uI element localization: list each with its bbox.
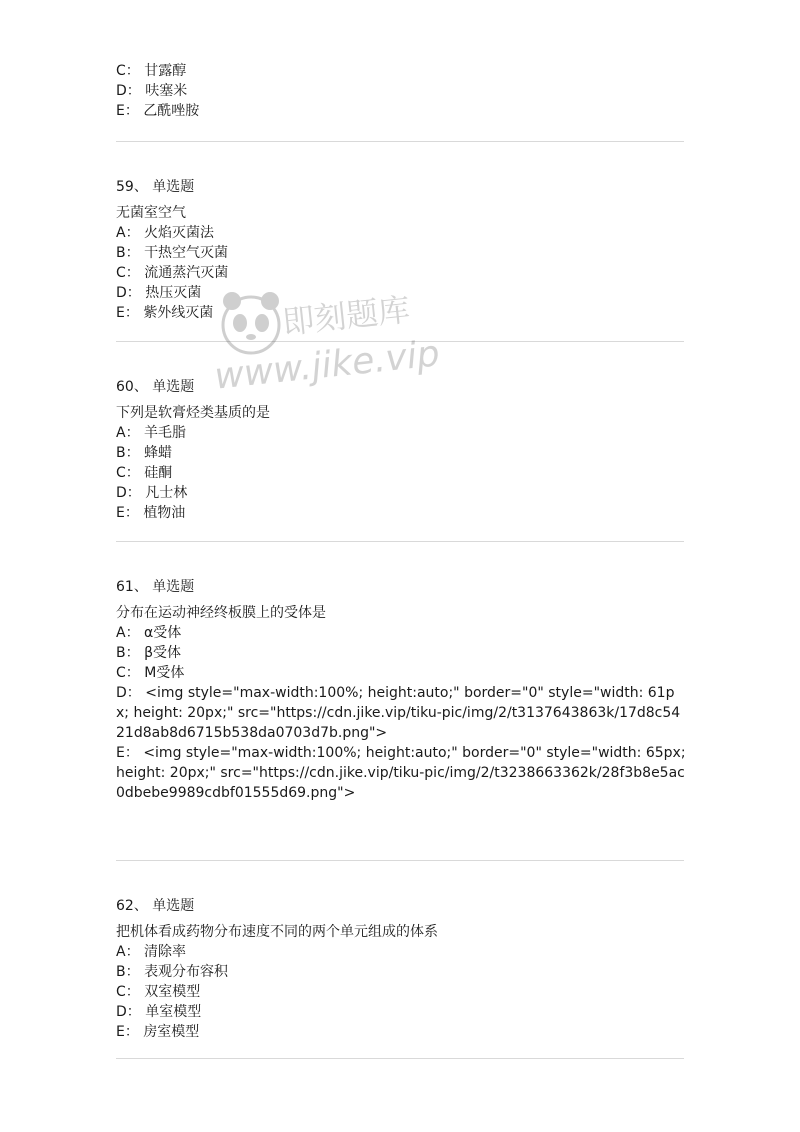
option-c: C： M受体 [116,665,185,681]
option-b: B： 蜂蜡 [116,445,173,461]
option-c: C： 甘露醇 [116,63,187,79]
option-e: E： 紫外线灭菌 [116,305,214,321]
question-header: 61、 单选题 [116,579,195,595]
divider [116,341,684,342]
option-a: A： 火焰灭菌法 [116,225,215,241]
watermark-brand: 即刻题库 [280,290,412,342]
question-stem: 无菌室空气 [116,205,186,221]
question-59 [116,177,686,323]
divider [116,541,684,542]
question-stem: 把机体看成药物分布速度不同的两个单元组成的体系 [116,924,438,940]
divider [116,860,684,861]
watermark-url: www.jike.vip [212,333,442,398]
option-a: A： 清除率 [116,944,187,960]
divider [116,141,684,142]
question-62 [116,896,686,1042]
option-c: C： 硅酮 [116,465,173,481]
question-58-tail [116,61,686,121]
option-c: C： 双室模型 [116,984,201,1000]
option-a: A： α受体 [116,625,182,641]
question-60 [116,377,686,523]
option-e: E： 植物油 [116,505,186,521]
question-61 [116,577,686,803]
option-b: B： 表观分布容积 [116,964,229,980]
option-d: D： <img style="max-width:100%; height:auto;" border="0" style="width: 61px; height: 20px;" src="https://cdn.jike.vip/tiku-pic/img/2/t3137643863k/17d8c5421d8ab8d6715b538da0703d7b.png"> [116,685,681,741]
option-b: B： β受体 [116,645,181,661]
question-header: 59、 单选题 [116,179,195,195]
option-e: E： <img style="max-width:100%; height:auto;" border="0" style="width: 65px; height: 20px;" src="https://cdn.jike.vip/tiku-pic/img/2/t3238663362k/28f3b8e5ac0dbebe9989cdbf01555d69.png"> [116,745,686,801]
option-a: A： 羊毛脂 [116,425,187,441]
option-c: C： 流通蒸汽灭菌 [116,265,229,281]
option-e: E： 乙酰唑胺 [116,103,200,119]
question-stem: 分布在运动神经终板膜上的受体是 [116,605,326,621]
option-d: D： 呋塞米 [116,83,188,99]
divider [116,1058,684,1059]
option-d: D： 单室模型 [116,1004,202,1020]
question-header: 60、 单选题 [116,379,195,395]
option-d: D： 凡士林 [116,485,188,501]
question-stem: 下列是软膏烃类基质的是 [116,405,270,421]
question-header: 62、 单选题 [116,898,195,914]
option-b: B： 干热空气灭菌 [116,245,229,261]
option-d: D： 热压灭菌 [116,285,202,301]
option-e: E： 房室模型 [116,1024,200,1040]
